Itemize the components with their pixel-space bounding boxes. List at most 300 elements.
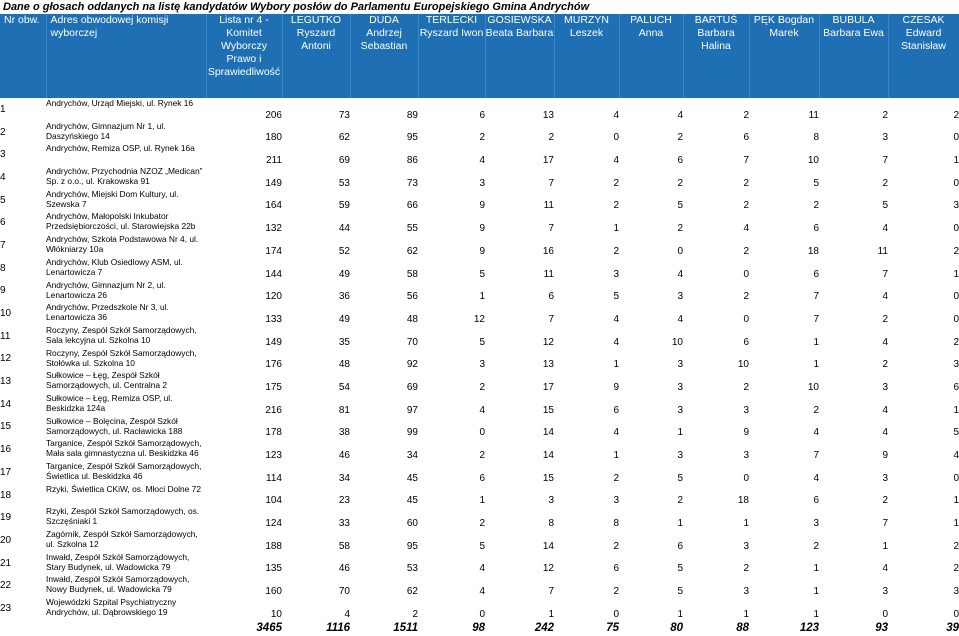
vote-count-cell: 0 [677, 245, 683, 257]
vote-count-cell: 2 [677, 132, 683, 144]
vote-count-cell: 4 [613, 109, 619, 121]
vote-count-cell: 99 [406, 427, 418, 439]
vote-count-cell: 55 [406, 223, 418, 235]
commission-address: Targanice, Zespół Szkół Samorządowych, Mała sala gimnastyczna ul. Beskidzka 46 [46, 438, 202, 459]
vote-count-cell: 6 [953, 381, 959, 393]
vote-count-cell: 2 [882, 313, 888, 325]
vote-count-cell: 10 [807, 155, 819, 167]
district-number: 19 [0, 512, 12, 524]
vote-count-cell: 6 [813, 268, 819, 280]
vote-count-cell: 6 [548, 291, 554, 303]
table-body [0, 98, 959, 636]
vote-count-cell: 6 [677, 540, 683, 552]
vote-count-cell: 86 [406, 155, 418, 167]
results-table [0, 14, 959, 636]
vote-count-cell: 3 [743, 586, 749, 598]
vote-count-cell: 6 [479, 472, 485, 484]
commission-address: Andrychów, Klub Osiedlowy ASM, ul. Lenartowicza 7 [46, 256, 183, 277]
vote-count-cell: 12 [473, 313, 485, 325]
commission-address: Inwałd, Zespół Szkół Samorządowych, Nowy Budynek, ul. Wadowicka 79 [46, 574, 190, 595]
vote-count-cell: 2 [613, 586, 619, 598]
vote-count-cell: 206 [265, 109, 282, 121]
district-number: 5 [0, 194, 6, 206]
vote-count-cell: 2 [677, 495, 683, 507]
vote-count-cell: 7 [813, 313, 819, 325]
commission-address: Andrychów, Przychodnia NZOZ „Medican” Sp. z o.o., ul. Krakowska 91 [46, 166, 203, 187]
vote-count-cell: 17 [542, 381, 554, 393]
vote-count-cell: 1 [953, 155, 959, 167]
commission-address: Andrychów, Szkoła Podstawowa Nr 4, ul. Włókniarzy 10a [46, 234, 199, 255]
vote-count-cell: 14 [542, 450, 554, 461]
vote-count-cell: 5 [882, 200, 888, 212]
total-cell: 123 [799, 621, 819, 634]
vote-count-cell: 1 [613, 359, 619, 371]
vote-count-cell: 1 [677, 608, 683, 620]
vote-count-cell: 18 [807, 245, 819, 257]
vote-count-cell: 11 [543, 200, 554, 212]
vote-count-cell: 2 [882, 177, 888, 189]
vote-count-cell: 1 [743, 518, 749, 530]
district-number: 4 [0, 171, 6, 183]
vote-count-cell: 9 [479, 200, 485, 212]
vote-count-cell: 0 [479, 608, 485, 620]
vote-count-cell: 36 [338, 291, 350, 303]
total-cell: 75 [606, 621, 619, 634]
vote-count-cell: 49 [338, 313, 350, 325]
table-row [0, 98, 959, 121]
vote-count-cell: 4 [613, 155, 619, 167]
total-cell: 88 [736, 621, 749, 634]
vote-count-cell: 12 [542, 563, 554, 575]
vote-count-cell: 1 [953, 404, 959, 416]
vote-count-cell: 6 [613, 563, 619, 575]
vote-count-cell: 2 [613, 200, 619, 212]
vote-count-cell: 2 [743, 245, 749, 257]
district-number: 7 [0, 239, 6, 251]
table-row [0, 325, 959, 348]
vote-count-cell: 7 [548, 586, 554, 598]
table-row [0, 597, 959, 620]
vote-count-cell: 45 [406, 495, 418, 507]
vote-count-cell: 4 [613, 313, 619, 325]
vote-count-cell: 4 [882, 336, 888, 348]
vote-count-cell: 69 [338, 155, 350, 167]
vote-count-cell: 8 [613, 518, 619, 530]
vote-count-cell: 3 [677, 404, 683, 416]
vote-count-cell: 104 [265, 495, 282, 507]
vote-count-cell: 70 [406, 336, 418, 348]
col-header-candidate: PALUCH Anna [619, 14, 683, 98]
vote-count-cell: 2 [743, 200, 749, 212]
col-header-candidate: BUBULA Barbara Ewa [819, 14, 888, 98]
total-cell: 3465 [256, 621, 282, 634]
vote-count-cell: 3 [882, 586, 888, 598]
vote-count-cell: 62 [406, 245, 418, 257]
vote-count-cell: 2 [613, 472, 619, 484]
vote-count-cell: 11 [543, 268, 554, 280]
vote-count-cell: 0 [479, 427, 485, 439]
vote-count-cell: 2 [882, 109, 888, 121]
vote-count-cell: 14 [542, 427, 554, 439]
table-row [0, 529, 959, 552]
vote-count-cell: 3 [743, 404, 749, 416]
vote-count-cell: 1 [743, 608, 749, 620]
total-cell: 242 [534, 621, 554, 634]
vote-count-cell: 34 [406, 450, 418, 461]
col-header-candidate: CZESAK Edward Stanisław [888, 14, 959, 98]
table-row [0, 370, 959, 393]
district-number: 6 [0, 217, 6, 229]
vote-count-cell: 2 [953, 245, 959, 257]
vote-count-cell: 15 [542, 404, 554, 416]
vote-count-cell: 0 [953, 291, 959, 303]
commission-address: Andrychów, Urząd Miejski, ul. Rynek 16 [46, 98, 194, 108]
vote-count-cell: 1 [953, 495, 959, 507]
vote-count-cell: 5 [677, 200, 683, 212]
vote-count-cell: 9 [743, 427, 749, 439]
vote-count-cell: 73 [406, 177, 418, 189]
vote-count-cell: 81 [338, 404, 350, 416]
vote-count-cell: 2 [953, 336, 959, 348]
vote-count-cell: 1 [813, 608, 819, 620]
vote-count-cell: 11 [808, 109, 819, 121]
table-row [0, 280, 959, 303]
vote-count-cell: 14 [542, 540, 554, 552]
vote-count-cell: 13 [542, 109, 554, 121]
table-row [0, 189, 959, 212]
district-number: 15 [0, 421, 12, 433]
col-header-candidate: DUDA Andrzej Sebastian [350, 14, 418, 98]
vote-count-cell: 216 [265, 404, 282, 416]
vote-count-cell: 3 [882, 381, 888, 393]
vote-count-cell: 149 [265, 177, 282, 189]
district-number: 13 [0, 376, 12, 388]
district-number: 8 [0, 262, 6, 274]
vote-count-cell: 53 [406, 563, 418, 575]
vote-count-cell: 1 [953, 518, 959, 530]
vote-count-cell: 7 [548, 223, 554, 235]
vote-count-cell: 60 [406, 518, 418, 530]
vote-count-cell: 3 [479, 359, 485, 371]
col-header-candidate: GOSIEWSKA Beata Barbara [485, 14, 554, 98]
vote-count-cell: 9 [882, 450, 888, 461]
district-number: 21 [0, 557, 12, 569]
vote-count-cell: 4 [613, 427, 619, 439]
vote-count-cell: 0 [953, 472, 959, 484]
table-row [0, 166, 959, 189]
vote-count-cell: 2 [479, 518, 485, 530]
vote-count-cell: 10 [270, 608, 282, 620]
table-row [0, 234, 959, 257]
vote-count-cell: 1 [953, 268, 959, 280]
vote-count-cell: 4 [813, 427, 819, 439]
vote-count-cell: 7 [882, 155, 888, 167]
vote-count-cell: 66 [406, 200, 418, 212]
vote-count-cell: 1 [613, 450, 619, 461]
vote-count-cell: 180 [265, 132, 282, 144]
vote-count-cell: 3 [953, 586, 959, 598]
commission-address: Zagórnik, Zespół Szkół Samorządowych, ul. Szkolna 12 [46, 529, 198, 550]
vote-count-cell: 5 [677, 472, 683, 484]
vote-count-cell: 7 [813, 450, 819, 461]
district-number: 10 [0, 308, 12, 320]
vote-count-cell: 1 [479, 291, 485, 303]
col-header-list-total: Lista nr 4 - Komitet Wyborczy Prawo i Sprawiedliwość [206, 14, 282, 98]
vote-count-cell: 70 [338, 586, 350, 598]
vote-count-cell: 56 [406, 291, 418, 303]
vote-count-cell: 3 [677, 450, 683, 461]
vote-count-cell: 2 [548, 132, 554, 144]
vote-count-cell: 49 [338, 268, 350, 280]
vote-count-cell: 4 [882, 291, 888, 303]
vote-count-cell: 54 [338, 381, 350, 393]
vote-count-cell: 6 [743, 132, 749, 144]
commission-address: Andrychów, Miejski Dom Kultury, ul. Szewska 7 [46, 188, 179, 209]
vote-count-cell: 6 [677, 155, 683, 167]
vote-count-cell: 2 [953, 540, 959, 552]
vote-count-cell: 6 [613, 404, 619, 416]
vote-count-cell: 4 [677, 268, 683, 280]
vote-count-cell: 7 [882, 518, 888, 530]
commission-address: Andrychów, Małopolski Inkubator Przedsiębiorczości, ul. Starowiejska 22b [46, 211, 196, 232]
district-number: 12 [0, 353, 12, 365]
vote-count-cell: 2 [813, 540, 819, 552]
total-cell: 1511 [393, 621, 418, 634]
vote-count-cell: 0 [743, 268, 749, 280]
vote-count-cell: 144 [265, 268, 282, 280]
vote-count-cell: 5 [953, 427, 959, 439]
vote-count-cell: 17 [542, 155, 554, 167]
vote-count-cell: 5 [813, 177, 819, 189]
vote-count-cell: 6 [743, 336, 749, 348]
vote-count-cell: 7 [548, 313, 554, 325]
vote-count-cell: 149 [265, 336, 282, 348]
vote-count-cell: 4 [882, 404, 888, 416]
vote-count-cell: 0 [953, 223, 959, 235]
header-row [0, 14, 959, 98]
commission-address: Inwałd, Zespół Szkół Samorządowych, Stary Budynek, ul. Wadowicka 79 [46, 551, 190, 572]
vote-count-cell: 4 [813, 472, 819, 484]
vote-count-cell: 2 [743, 381, 749, 393]
vote-count-cell: 178 [265, 427, 282, 439]
vote-count-cell: 2 [613, 245, 619, 257]
table-row [0, 393, 959, 416]
vote-count-cell: 3 [677, 291, 683, 303]
vote-count-cell: 59 [338, 200, 350, 212]
vote-count-cell: 188 [265, 540, 282, 552]
commission-address: Targanice, Zespół Szkół Samorządowych, Świetlica ul. Beskidzka 46 [46, 461, 202, 481]
vote-count-cell: 6 [813, 223, 819, 235]
district-number: 2 [0, 126, 6, 138]
vote-count-cell: 4 [882, 427, 888, 439]
vote-count-cell: 2 [613, 177, 619, 189]
district-number: 11 [0, 330, 11, 342]
vote-count-cell: 8 [548, 518, 554, 530]
vote-count-cell: 120 [265, 291, 282, 303]
district-number: 3 [0, 149, 6, 161]
page-title: Dane o głosach oddanych na listę kandydatów Wybory posłów do Parlamentu Europejskiego Gmina Andrychów [3, 1, 590, 13]
commission-address: Rzyki, Zespół Szkół Samorządowych, os. Szczęśniaki 1 [46, 506, 200, 527]
district-number: 1 [0, 103, 6, 115]
vote-count-cell: 174 [265, 245, 282, 257]
vote-count-cell: 2 [743, 291, 749, 303]
vote-count-cell: 2 [813, 200, 819, 212]
vote-count-cell: 0 [743, 313, 749, 325]
vote-count-cell: 1 [813, 563, 819, 575]
vote-count-cell: 33 [338, 518, 350, 530]
commission-address: Andrychów, Remiza OSP, ul. Rynek 16a [46, 143, 195, 154]
vote-count-cell: 4 [677, 313, 683, 325]
vote-count-cell: 1 [882, 540, 888, 552]
vote-count-cell: 135 [265, 563, 282, 575]
vote-count-cell: 2 [743, 177, 749, 189]
vote-count-cell: 7 [882, 268, 888, 280]
vote-count-cell: 0 [953, 177, 959, 189]
vote-count-cell: 0 [953, 313, 959, 325]
commission-address: Roczyny, Zespół Szkół Samorządowych, Stołówka ul. Szkolna 10 [46, 347, 197, 368]
vote-count-cell: 4 [613, 336, 619, 348]
commission-address: Sułkowice – Łęg, Remiza OSP, ul. Beskidzka 124a [46, 392, 173, 413]
vote-count-cell: 45 [406, 472, 418, 484]
vote-count-cell: 5 [479, 268, 485, 280]
vote-count-cell: 44 [338, 223, 350, 235]
vote-count-cell: 2 [882, 359, 888, 371]
vote-count-cell: 0 [743, 472, 749, 484]
col-header-candidate: BARTUŚ Barbara Halina [683, 14, 749, 98]
vote-count-cell: 160 [265, 586, 282, 598]
vote-count-cell: 5 [613, 291, 619, 303]
table-row [0, 506, 959, 529]
vote-count-cell: 2 [479, 381, 485, 393]
vote-count-cell: 95 [406, 540, 418, 552]
vote-count-cell: 7 [743, 155, 749, 167]
table-row [0, 257, 959, 280]
vote-count-cell: 1 [677, 427, 683, 439]
vote-count-cell: 211 [266, 155, 282, 167]
vote-count-cell: 4 [677, 109, 683, 121]
total-cell: 98 [472, 621, 485, 634]
vote-count-cell: 9 [479, 245, 485, 257]
vote-count-cell: 132 [265, 223, 282, 235]
vote-count-cell: 3 [953, 359, 959, 371]
vote-count-cell: 123 [265, 450, 282, 461]
table-row [0, 484, 959, 507]
vote-count-cell: 3 [548, 495, 554, 507]
totals-row [0, 620, 959, 636]
vote-count-cell: 73 [338, 109, 350, 121]
vote-count-cell: 18 [737, 495, 749, 507]
total-cell: 93 [875, 621, 888, 634]
vote-count-cell: 46 [338, 563, 350, 575]
table-row [0, 143, 959, 166]
vote-count-cell: 2 [677, 223, 683, 235]
vote-count-cell: 4 [479, 404, 485, 416]
table-row [0, 348, 959, 371]
district-number: 17 [0, 466, 12, 478]
district-number: 16 [0, 444, 12, 456]
vote-count-cell: 5 [479, 336, 485, 348]
vote-count-cell: 2 [479, 450, 485, 461]
district-number: 20 [0, 534, 12, 546]
vote-count-cell: 3 [743, 540, 749, 552]
table-row [0, 461, 959, 484]
commission-address: Sułkowice – Łęg, Zespół Szkół Samorządowych, ul. Centralna 2 [46, 370, 168, 391]
vote-count-cell: 3 [613, 268, 619, 280]
vote-count-cell: 46 [338, 450, 350, 461]
col-header-candidate: MURZYN Leszek [554, 14, 619, 98]
vote-count-cell: 2 [412, 608, 418, 620]
vote-count-cell: 5 [677, 586, 683, 598]
vote-count-cell: 34 [338, 472, 350, 484]
vote-count-cell: 35 [338, 336, 350, 348]
vote-count-cell: 58 [338, 540, 350, 552]
vote-count-cell: 3 [953, 200, 959, 212]
col-header-address: Adres obwodowej komisji wyborczej [46, 14, 206, 98]
vote-count-cell: 4 [882, 223, 888, 235]
commission-address: Andrychów, Gimnazjum Nr 2, ul. Lenartowicza 26 [46, 279, 166, 300]
commission-address: Sułkowice – Bolęcina, Zespół Szkół Samorządowych, ul. Racławicka 188 [46, 415, 183, 436]
vote-count-cell: 7 [813, 291, 819, 303]
table-row [0, 438, 959, 461]
vote-count-cell: 164 [265, 200, 282, 212]
vote-count-cell: 1 [813, 359, 819, 371]
vote-count-cell: 16 [542, 245, 554, 257]
commission-address: Andrychów, Gimnazjum Nr 1, ul. Daszyńskiego 14 [46, 120, 166, 141]
district-number: 18 [0, 489, 12, 501]
vote-count-cell: 9 [479, 223, 485, 235]
vote-count-cell: 1 [613, 223, 619, 235]
vote-count-cell: 3 [613, 495, 619, 507]
table-row [0, 552, 959, 575]
vote-count-cell: 0 [613, 132, 619, 144]
vote-count-cell: 12 [542, 336, 554, 348]
total-cell: 80 [670, 621, 683, 634]
totals-spacer [0, 620, 206, 636]
col-header-candidate: LEGUTKO Ryszard Antoni [282, 14, 350, 98]
total-cell: 1116 [326, 621, 350, 634]
vote-count-cell: 2 [882, 495, 888, 507]
vote-count-cell: 69 [406, 381, 418, 393]
vote-count-cell: 124 [265, 518, 282, 530]
vote-count-cell: 89 [406, 109, 418, 121]
district-number: 14 [0, 398, 12, 410]
vote-count-cell: 1 [677, 518, 683, 530]
vote-count-cell: 0 [953, 132, 959, 144]
vote-count-cell: 133 [265, 313, 282, 325]
vote-count-cell: 1 [813, 586, 819, 598]
vote-count-cell: 2 [743, 109, 749, 121]
vote-count-cell: 2 [677, 177, 683, 189]
vote-count-cell: 3 [882, 132, 888, 144]
vote-count-cell: 0 [882, 608, 888, 620]
vote-count-cell: 2 [813, 404, 819, 416]
vote-count-cell: 114 [266, 472, 282, 484]
vote-count-cell: 62 [338, 132, 350, 144]
vote-count-cell: 8 [813, 132, 819, 144]
vote-count-cell: 53 [338, 177, 350, 189]
vote-count-cell: 1 [479, 495, 485, 507]
commission-address: Rzyki, Świetlica CKiW, os. Młoci Dolne 72 [46, 483, 201, 494]
commission-address: Wojewódzki Szpital Psychiatryczny Andrychów, ul. Dąbrowskiego 19 [46, 597, 177, 618]
vote-count-cell: 3 [813, 518, 819, 530]
table-row [0, 574, 959, 597]
table-row [0, 302, 959, 325]
vote-count-cell: 48 [406, 313, 418, 325]
vote-count-cell: 4 [479, 155, 485, 167]
vote-count-cell: 58 [406, 268, 418, 280]
vote-count-cell: 1 [813, 336, 819, 348]
table-row [0, 211, 959, 234]
